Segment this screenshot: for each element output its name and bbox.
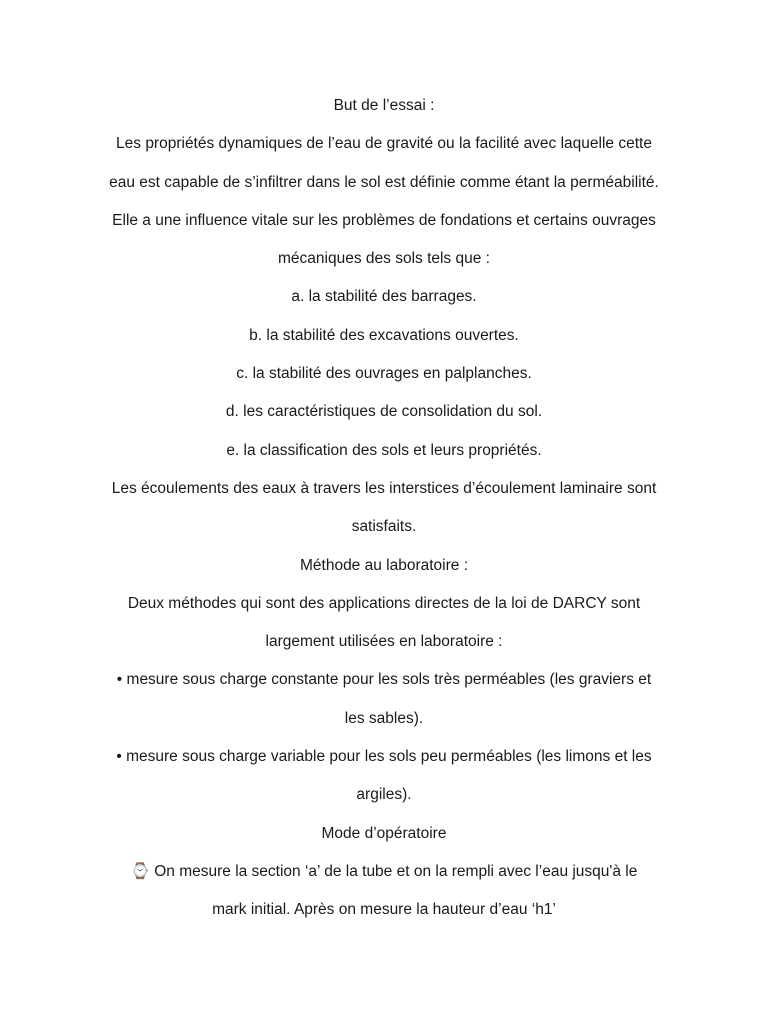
section-heading-methode: Méthode au laboratoire : xyxy=(299,556,469,574)
list-item: c. la stabilité des ouvrages en palplanches. xyxy=(236,365,532,383)
paragraph-line: Elle a une influence vitale sur les problèmes de fondations et certains ouvrages xyxy=(112,211,656,229)
bullet-item: • mesure sous charge variable pour les sols peu perméables (les limons et les xyxy=(116,748,652,766)
bullet-item-continuation: argiles). xyxy=(356,786,412,804)
list-item: e. la classification des sols et leurs propriétés. xyxy=(226,441,542,459)
paragraph-line: largement utilisées en laboratoire : xyxy=(265,633,503,651)
list-item: a. la stabilité des barrages. xyxy=(291,288,477,306)
list-item: b. la stabilité des excavations ouvertes. xyxy=(249,326,519,344)
paragraph-line: Deux méthodes qui sont des applications directes de la loi de DARCY sont xyxy=(127,594,641,612)
step-item: ⌚ On mesure la section ‘a’ de la tube et on la rempli avec l’eau jusqu'à le xyxy=(130,862,638,880)
bullet-item-continuation: les sables). xyxy=(344,709,424,727)
section-heading-mode: Mode d’opératoire xyxy=(321,824,447,842)
paragraph-line: mécaniques des sols tels que : xyxy=(278,250,490,268)
document-body xyxy=(60,94,708,937)
list-item: d. les caractéristiques de consolidation du sol. xyxy=(225,403,543,421)
paragraph-line: Les propriétés dynamiques de l’eau de gravité ou la facilité avec laquelle cette xyxy=(116,135,652,153)
paragraph-line: eau est capable de s’infiltrer dans le sol est définie comme étant la perméabilité. xyxy=(109,173,659,191)
paragraph-line: Les écoulements des eaux à travers les interstices d’écoulement laminaire sont xyxy=(111,479,657,497)
paragraph-line: satisfaits. xyxy=(351,518,417,536)
step-item-continuation: mark initial. Après on mesure la hauteur d’eau ‘h1’ xyxy=(212,901,556,919)
bullet-item: • mesure sous charge constante pour les sols très perméables (les graviers et xyxy=(116,671,652,689)
section-heading-but: But de l’essai : xyxy=(333,97,435,114)
